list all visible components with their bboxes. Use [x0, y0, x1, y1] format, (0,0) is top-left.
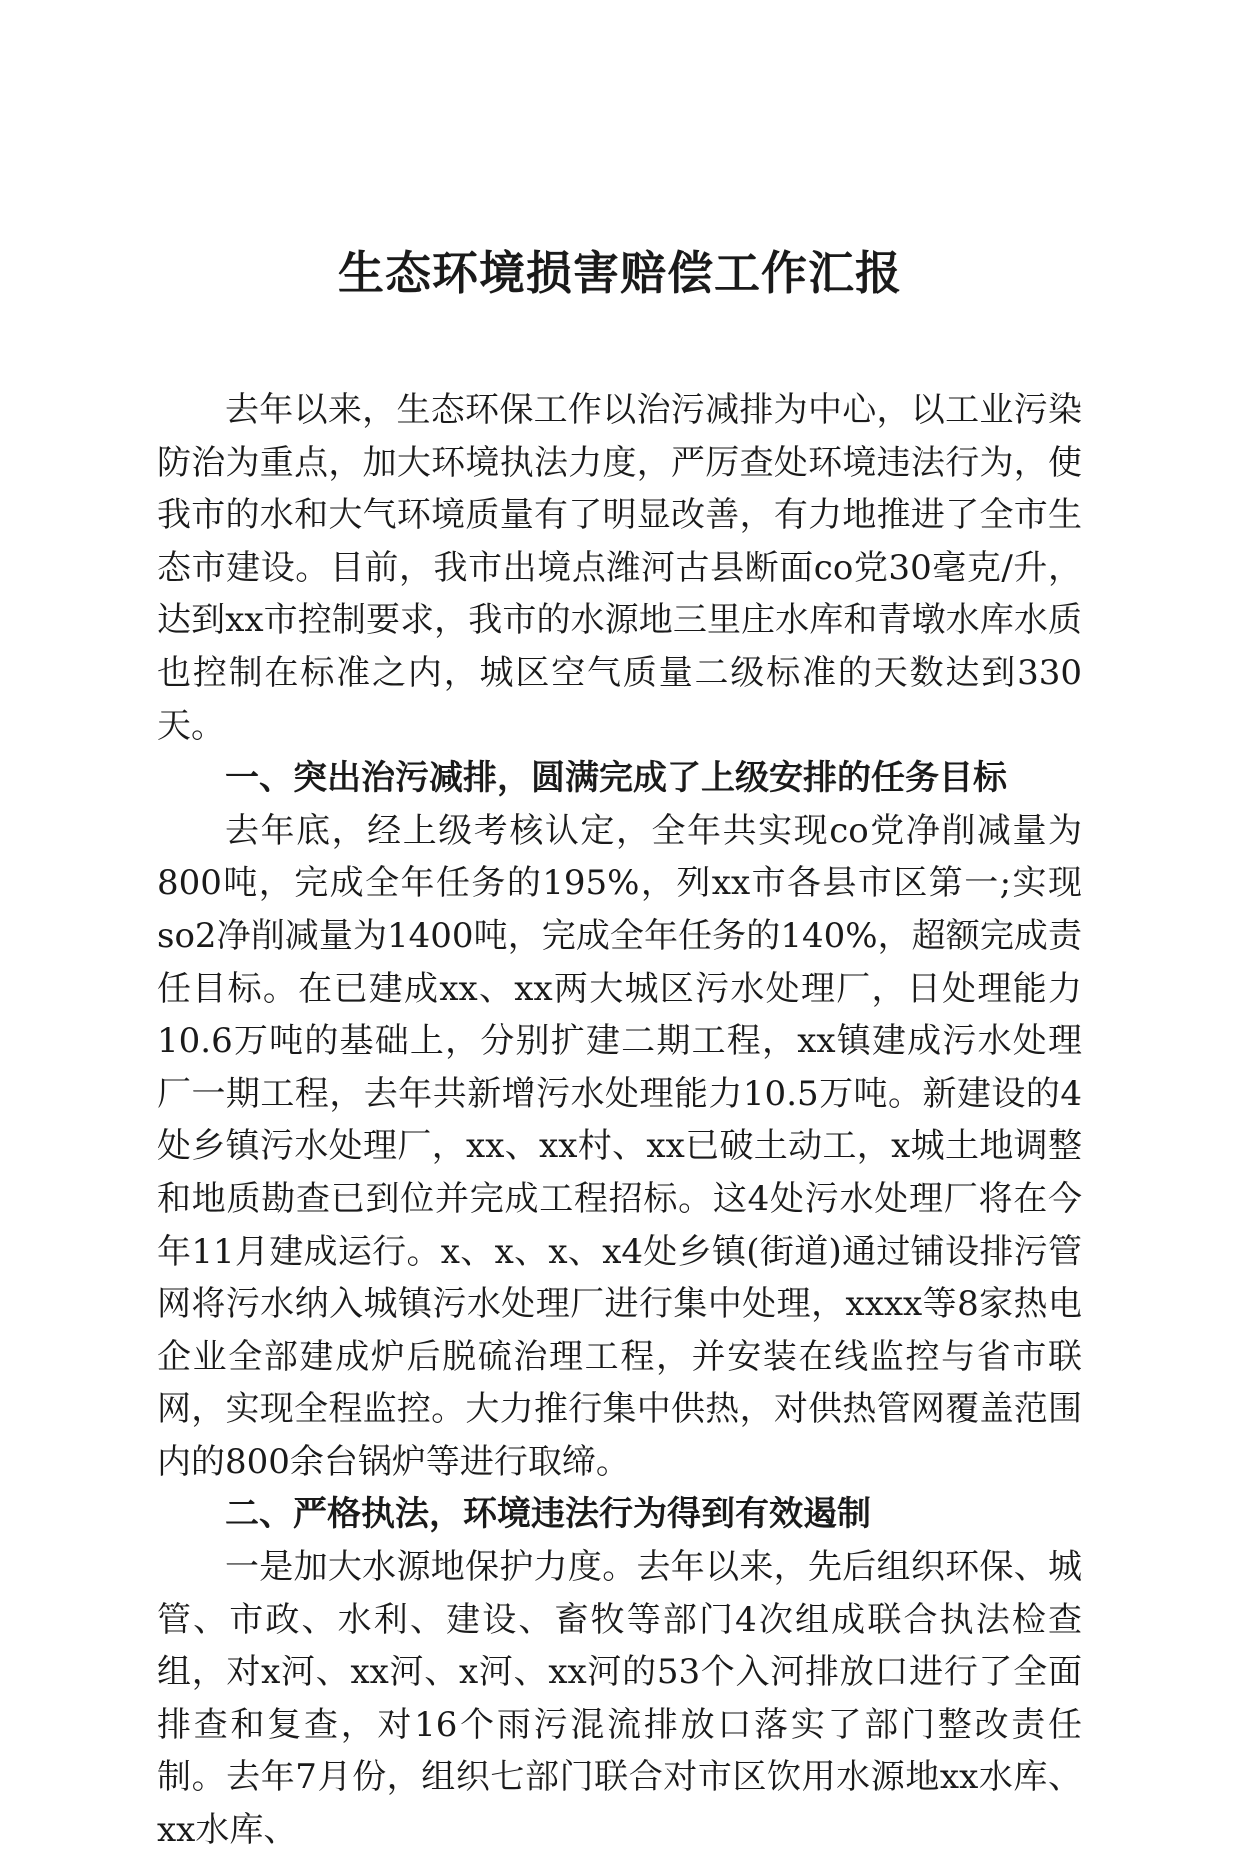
document-body	[157, 384, 1082, 1857]
document-title: 生态环境损害赔偿工作汇报	[338, 246, 902, 300]
section-1-paragraph: 去年底，经上级考核认定，全年共实现co党净削减量为800吨，完成全年任务的195%，列xx市各县市区第一;实现so2净削减量为1400吨，完成全年任务的140%，超额完成责任目标。在已建成xx、xx两大城区污水处理厂，日处理能力10.6万吨的基础上，分别扩建二期工程，xx镇建成污水处理厂一期工程，去年共新增污水处理能力10.5万吨。新建设的4处乡镇污水处理厂，xx、xx村、xx已破土动工，x城土地调整和地质勘查已到位并完成工程招标。这4处污水处理厂将在今年11月建成运行。x、x、x、x4处乡镇(街道)通过铺设排污管网将污水纳入城镇污水处理厂进行集中处理，xxxx等8家热电企业全部建成炉后脱硫治理工程，并安装在线监控与省市联网，实现全程监控。大力推行集中供热，对供热管网覆盖范围内的800余台锅炉等进行取缔。	[157, 810, 1082, 1482]
section-2-paragraph: 一是加大水源地保护力度。去年以来，先后组织环保、城管、市政、水利、建设、畜牧等部门4次组成联合执法检查组，对x河、xx河、x河、xx河的53个入河排放口进行了全面排查和复查，对16个雨污混流排放口落实了部门整改责任制。去年7月份，组织七部门联合对市区饮用水源地xx水库、xx水库、	[157, 1547, 1082, 1851]
section-1-heading: 一、突出治污减排，圆满完成了上级安排的任务目标	[225, 758, 1007, 799]
intro-paragraph: 去年以来，生态环保工作以治污减排为中心，以工业污染防治为重点，加大环境执法力度，严厉查处环境违法行为，使我市的水和大气环境质量有了明显改善，有力地推进了全市生态市建设。目前，我市出境点潍河古县断面co党30毫克/升，达到xx市控制要求，我市的水源地三里庄水库和青墩水库水质也控制在标准之内，城区空气质量二级标准的天数达到330天。	[157, 390, 1082, 746]
section-2-heading: 二、严格执法，环境违法行为得到有效遏制	[225, 1494, 871, 1535]
